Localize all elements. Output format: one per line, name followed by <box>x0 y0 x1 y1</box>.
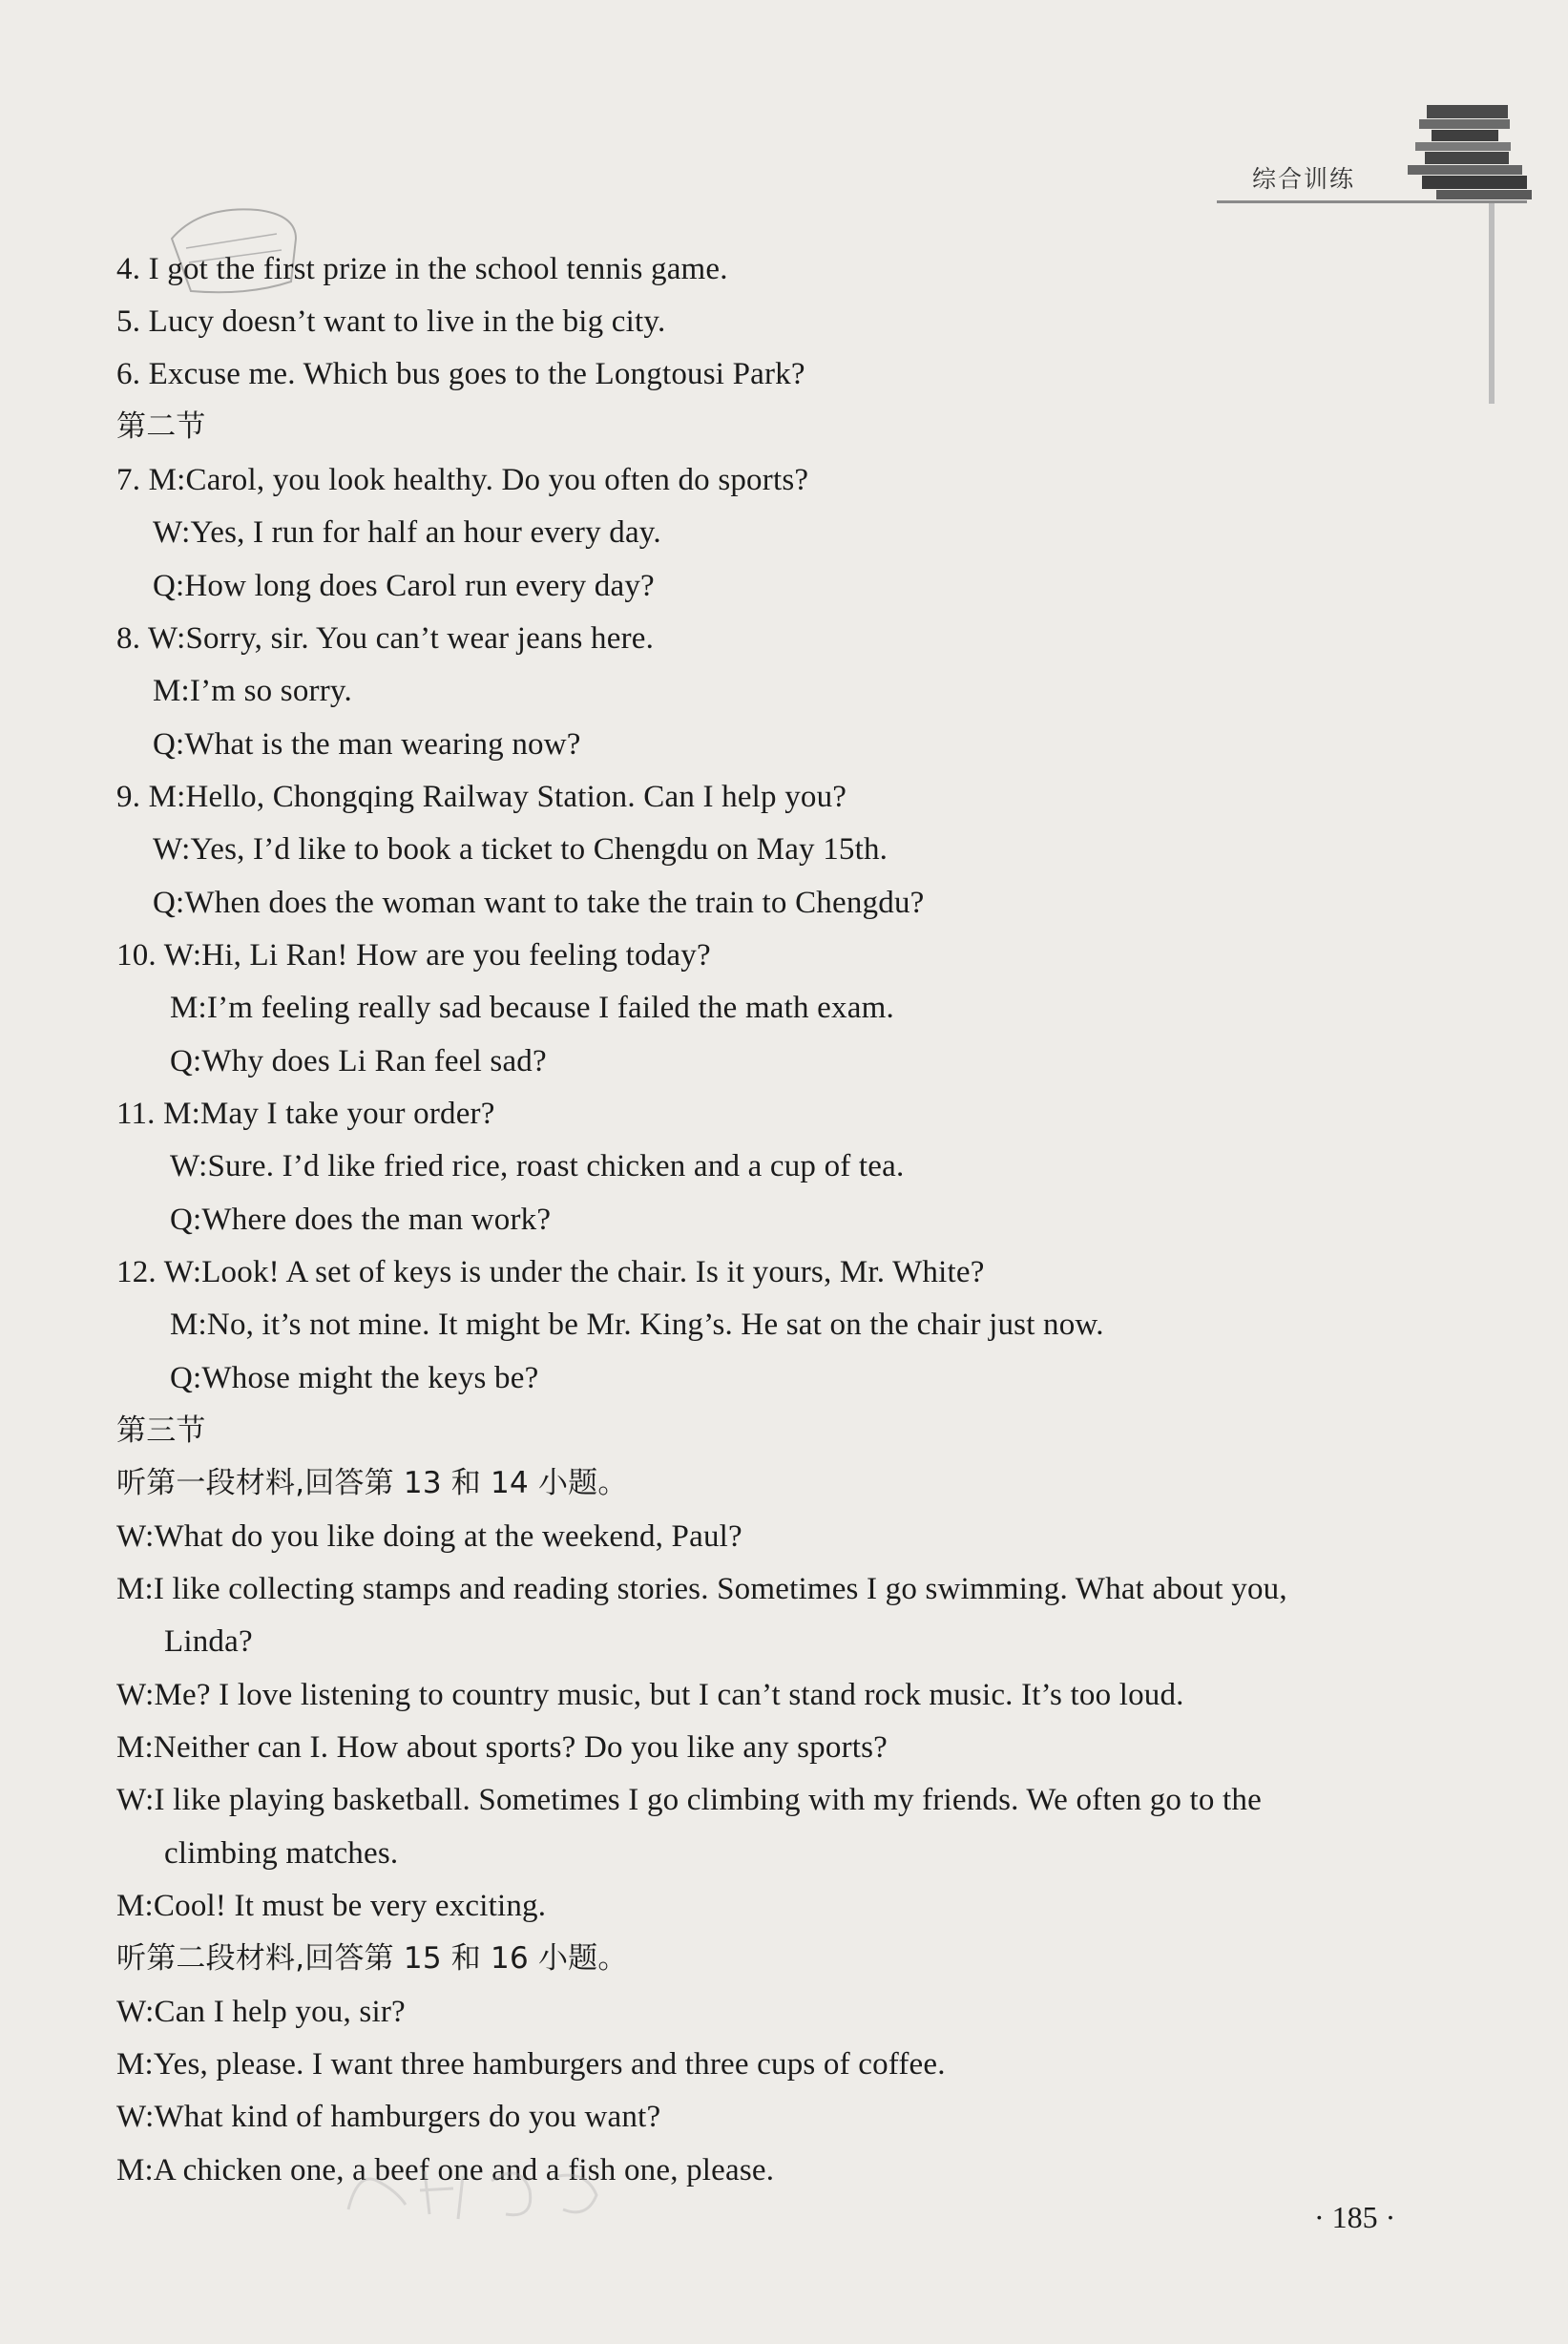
book-stack-icon <box>1398 103 1541 208</box>
text-line-34: W:Can I help you, sir? <box>116 1995 406 2029</box>
text-line-2: 5. Lucy doesn’t want to live in the big city. <box>116 304 666 339</box>
text-line-3: 6. Excuse me. Which bus goes to the Longtousi Park? <box>116 357 805 391</box>
text-line-36: W:What kind of hamburgers do you want? <box>116 2100 661 2134</box>
section-heading-3: 第三节 <box>116 1413 206 1448</box>
margin-rule <box>1489 203 1495 404</box>
text-line-19: Q:Where does the man work? <box>170 1203 552 1237</box>
text-line-26: M:I like collecting stamps and reading stories. Sometimes I go swimming. What about you, <box>116 1572 1287 1606</box>
text-line-18: W:Sure. I’d like fried rice, roast chicken and a cup of tea. <box>170 1149 905 1183</box>
instruction-line-2: 听第二段材料,回答第 15 和 16 小题。 <box>116 1941 628 1976</box>
text-line-25: W:What do you like doing at the weekend, Paul? <box>116 1519 742 1554</box>
text-line-21: M:No, it’s not mine. It might be Mr. King’s. He sat on the chair just now. <box>170 1308 1104 1342</box>
text-line-32: M:Cool! It must be very exciting. <box>116 1889 547 1923</box>
text-line-8: 8. W:Sorry, sir. You can’t wear jeans here. <box>116 621 655 656</box>
text-line-22: Q:Whose might the keys be? <box>170 1361 539 1395</box>
text-line-16: Q:Why does Li Ran feel sad? <box>170 1044 547 1078</box>
section-heading-2: 第二节 <box>116 409 206 444</box>
text-line-13: Q:When does the woman want to take the train to Chengdu? <box>153 886 925 920</box>
section-header-label: 综合训练 <box>1252 165 1356 193</box>
page-number: · 185 · <box>1314 2200 1396 2234</box>
text-line-7: Q:How long does Carol run every day? <box>153 569 655 603</box>
text-line-28: W:Me? I love listening to country music, but I can’t stand rock music. It’s too loud. <box>116 1678 1184 1712</box>
text-line-27: Linda? <box>164 1624 253 1659</box>
text-line-20: 12. W:Look! A set of keys is under the chair. Is it yours, Mr. White? <box>116 1255 985 1289</box>
instruction-line-1: 听第一段材料,回答第 13 和 14 小题。 <box>116 1466 628 1500</box>
text-line-5: 7. M:Carol, you look healthy. Do you often do sports? <box>116 463 809 497</box>
text-line-29: M:Neither can I. How about sports? Do you like any sports? <box>116 1730 889 1765</box>
text-line-35: M:Yes, please. I want three hamburgers and three cups of coffee. <box>116 2047 946 2082</box>
text-line-31: climbing matches. <box>164 1836 399 1871</box>
text-line-15: M:I’m feeling really sad because I failed the math exam. <box>170 991 894 1025</box>
text-line-37: M:A chicken one, a beef one and a fish one, please. <box>116 2153 775 2187</box>
text-line-6: W:Yes, I run for half an hour every day. <box>153 515 661 550</box>
text-line-12: W:Yes, I’d like to book a ticket to Chengdu on May 15th. <box>153 832 889 867</box>
text-line-14: 10. W:Hi, Li Ran! How are you feeling today? <box>116 938 711 973</box>
text-line-30: W:I like playing basketball. Sometimes I go climbing with my friends. We often go to the <box>116 1783 1262 1817</box>
watermark-logo-icon <box>339 2152 625 2229</box>
text-line-1: 4. I got the first prize in the school tennis game. <box>116 252 728 286</box>
text-line-11: 9. M:Hello, Chongqing Railway Station. Can I help you? <box>116 780 847 814</box>
text-line-17: 11. M:May I take your order? <box>116 1097 495 1131</box>
text-line-9: M:I’m so sorry. <box>153 674 352 708</box>
text-line-10: Q:What is the man wearing now? <box>153 727 581 762</box>
